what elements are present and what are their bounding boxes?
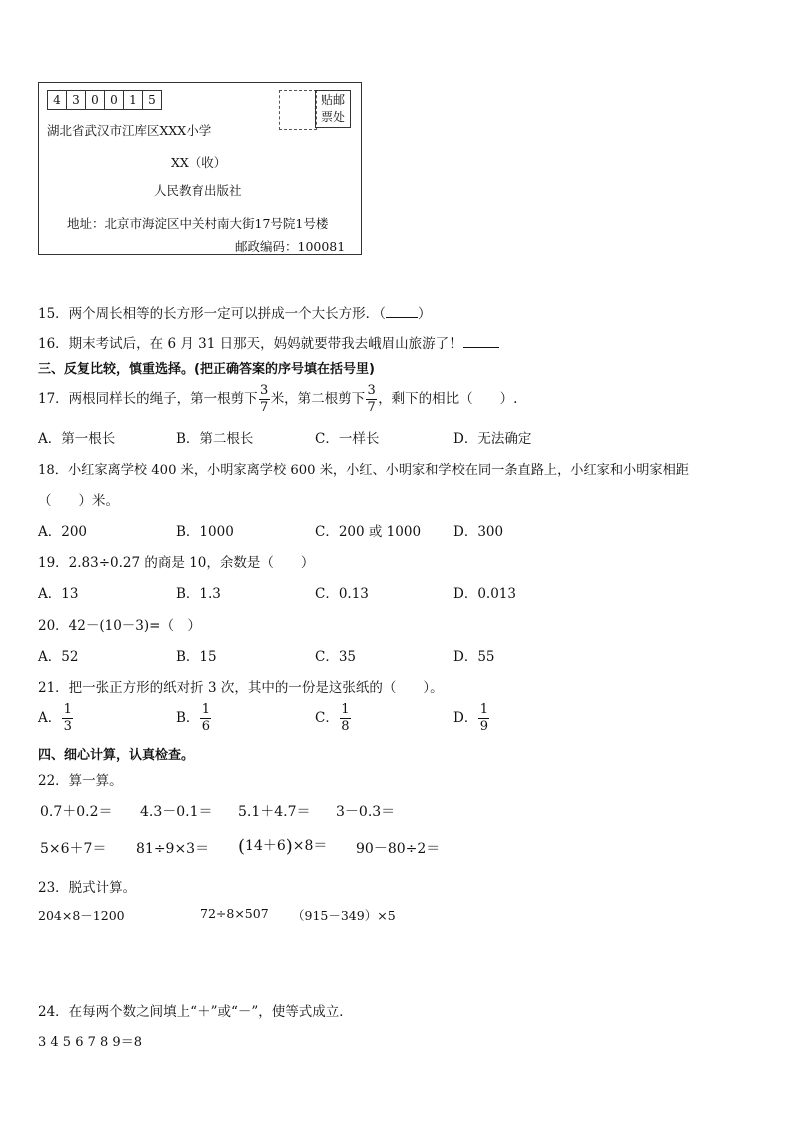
calc-item: (14＋6)×8＝ [238, 836, 328, 857]
question-15: 15．两个周长相等的长方形一定可以拼成一个大长方形．（ ） [38, 306, 432, 322]
publisher: 人民教育出版社 [154, 183, 242, 198]
q21-option-d[interactable]: D． $\frac{1}{9}$ [453, 702, 488, 734]
section-4-heading: 四、细心计算，认真检查。 [38, 748, 195, 763]
question-18-line1: 18．小红家离学校 400 米，小明家离学校 600 米，小红、小明家和学校在同一条直路上，小红家和小明家相距 [38, 463, 689, 478]
postcode-digit: 4 [47, 90, 67, 110]
answer-blank[interactable] [386, 305, 418, 318]
q21-option-a[interactable]: A． $\frac{1}{3}$ [38, 702, 72, 734]
q18-option-a[interactable]: A．200 [38, 524, 88, 540]
q21-option-c[interactable]: C． $\frac{1}{8}$ [315, 702, 350, 734]
q17-option-b[interactable]: B．第二根长 [176, 431, 254, 447]
question-16: 16．期末考试后，在 6 月 31 日那天，妈妈就要带我去峨眉山旅游了！ [38, 332, 499, 352]
zipcode: 邮政编码：100081 [235, 239, 346, 254]
q20-option-b[interactable]: B．15 [176, 649, 217, 665]
postcode-digit: 0 [85, 90, 105, 110]
q20-option-c[interactable]: C．35 [315, 649, 357, 665]
postcode-digit: 5 [142, 90, 162, 110]
question-22-title: 22．算一算。 [38, 773, 123, 789]
q20-option-a[interactable]: A．52 [38, 649, 79, 665]
calc-item: 3－0.3＝ [336, 804, 396, 820]
q18-option-b[interactable]: B．1000 [176, 524, 234, 540]
postcode-digit: 1 [123, 90, 143, 110]
fraction: $\frac{3}{7}$ [260, 383, 269, 415]
calc-item: 5×6＋7＝ [40, 841, 107, 857]
calc-item: 81÷9×3＝ [136, 841, 210, 857]
question-23-title: 23．脱式计算。 [38, 880, 137, 896]
q19-option-c[interactable]: C．0.13 [315, 586, 369, 602]
sender-address: 湖北省武汉市江库区XXX小学 [47, 123, 212, 138]
calc-item: 0.7＋0.2＝ [40, 804, 113, 820]
question-17: 17．两根同样长的绳子，第一根剪下 $\frac{3}{7}$ 米，第二根剪下 $\frac{3}{7}$ ，剩下的相比（ ）. [38, 383, 518, 415]
question-18-line2: （ ）米。 [38, 493, 119, 509]
calc-item: 90－80÷2＝ [356, 841, 441, 857]
question-21: 21．把一张正方形的纸对折 3 次，其中的一份是这张纸的（ ）。 [38, 680, 444, 696]
q18-option-d[interactable]: D．300 [453, 524, 504, 540]
postcode-boxes [47, 90, 161, 110]
question-20: 20．42－(10－3)=（ ） [38, 618, 201, 634]
question-24-title: 24．在每两个数之间填上“＋”或“－”，使等式成立． [38, 1004, 353, 1020]
address: 地址：北京市海淀区中关村南大街17号院1号楼 [67, 216, 329, 231]
question-19: 19．2.83÷0.27 的商是 10，余数是（ ） [38, 555, 315, 571]
stamp-placeholder [279, 90, 317, 130]
answer-blank[interactable] [463, 335, 499, 348]
calc-item: 72÷8×507 [200, 906, 269, 921]
calc-item: （915－349）×5 [292, 908, 396, 923]
q17-option-d[interactable]: D．无法确定 [453, 431, 532, 447]
recipient: XX（收） [171, 155, 227, 170]
calc-item: 4.3－0.1＝ [140, 804, 213, 820]
q18-option-c[interactable]: C．200 或 1000 [315, 524, 422, 540]
q20-option-d[interactable]: D．55 [453, 649, 495, 665]
calc-item: 5.1＋4.7＝ [238, 804, 311, 820]
stamp-label: 贴邮 票处 [315, 90, 351, 128]
question-24-equation: 3 4 5 6 7 8 9＝8 [38, 1035, 142, 1050]
envelope [38, 82, 362, 255]
calc-item: 204×8－1200 [38, 908, 125, 923]
postcode-digit: 3 [66, 90, 86, 110]
fraction: $\frac{3}{7}$ [367, 383, 376, 415]
q19-option-a[interactable]: A．13 [38, 586, 79, 602]
q19-option-b[interactable]: B．1.3 [176, 586, 221, 602]
q17-option-a[interactable]: A．第一根长 [38, 431, 116, 447]
q19-option-d[interactable]: D．0.013 [453, 586, 516, 602]
q17-option-c[interactable]: C．一样长 [315, 431, 380, 447]
section-3-heading: 三、反复比较，慎重选择。(把正确答案的序号填在括号里) [38, 362, 375, 377]
q21-option-b[interactable]: B． $\frac{1}{6}$ [176, 702, 211, 734]
postcode-digit: 0 [104, 90, 124, 110]
